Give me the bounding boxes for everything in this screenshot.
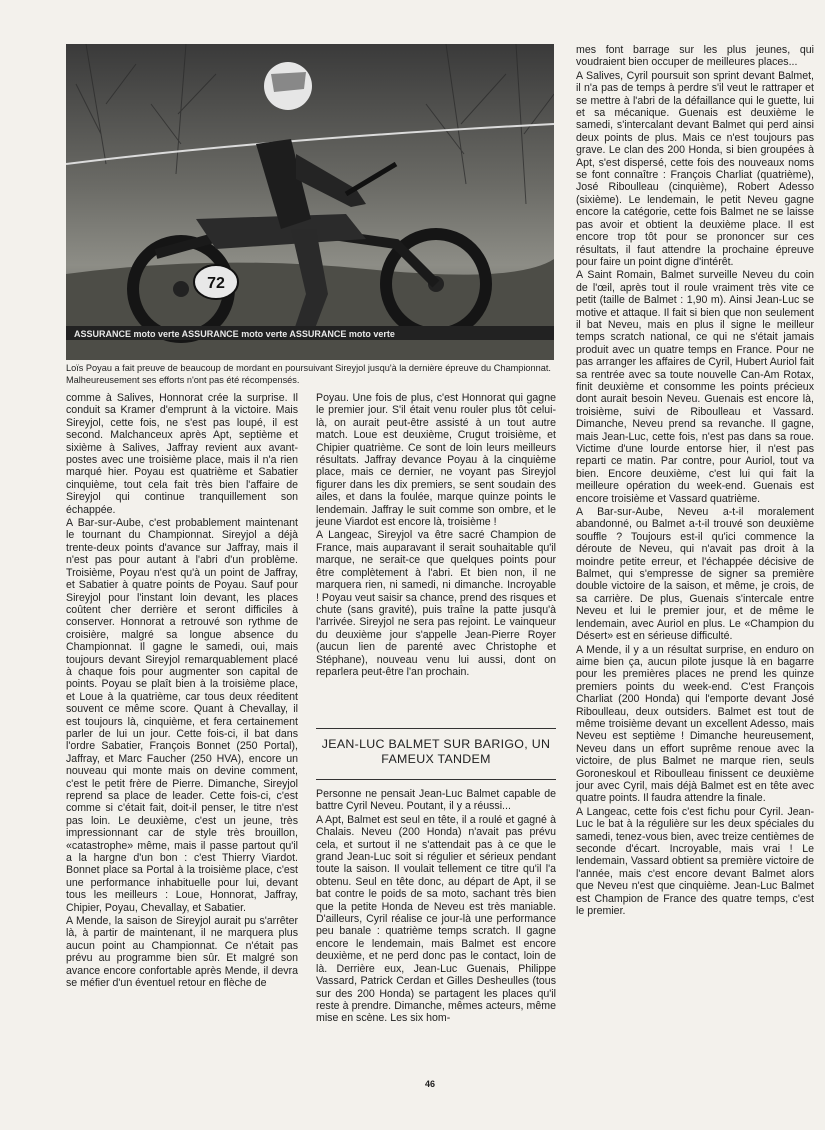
article-column-3: [576, 44, 814, 918]
sponsor-banner-text: ASSURANCE moto verte ASSURANCE moto verte ASSURANCE moto verte: [74, 329, 395, 339]
paragraph: A Mende, il y a un résultat surprise, en enduro on aime bien ça, aucun pilote jusque là en bagarre pour les premières places ne prend les quinze premiers points du week-end. C'est François Charliat (200 Honda) qui l'emporte devant José Riboulleau, deux outsiders. Balmet est tout de même troisième devant un excellent Adesso, mais Neveu est septième ! Dimanche heureusement, Neveu dans un effort suprême renoue avec la victoire, de plus Balmet ne marque rien, seuls Goroneskoul et Riboulleau finissent ce deuxième jour avec Cyril, mais déjà Balmet est en tête avec quatre points. Il faudra attendre la finale.: [576, 643, 814, 805]
section-headline: JEAN-LUC BALMET SUR BARIGO, UN FAMEUX TANDEM: [321, 737, 551, 766]
paragraph: A Bar-sur-Aube, c'est probablement maintenant le tournant du Championnat. Sireyjol a déjà trente-deux points d'avance sur Jaffray, mais il n'est pas pour autant à l'abri d'un problème. Troisième, Poyau n'est qu'à un point de Jaffray, et Sabatier à quatre points de Poyau. Sauf pour Sireyjol pour l'instant loin devant, les places coûtent cher derrière et seront difficiles à conserver. Honnorat a retrouvé son rythme de croisière, malgré sa longue absence du Championnat. Il gagne le samedi, oui, mais toujours devant Sireyjol remarquablement placé à chaque fois pour augmenter son capital de points. Poyau se plaît bien à la troisième place, et Loue à la quatrième, car tous deux réeditent souvent ce même score. Quant à Chevallay, il est toujours là, cinquième, et fera certainement parler de lui un jour. Cette fois-ci, il bat dans l'ordre Sabatier, François Bonnet (250 Portal), Jaffray, et Marc Faucher (250 HVA), encore un nouveau qui monte mais on devine comment, c'est le petit frère de Pierre. Dimanche, Sireyjol reprend sa place de leader. Cette fois-ci, c'est comme si c'était fait, doit-il penser, le titre n'est pas loin. Le deuxième, c'est un jeune, très impressionnant car de style très brouillon, «catastrophe» même, mais il passe partout qu'il a la hargne d'un bon : c'est Thierry Viardot. Bonnet place sa Portal à la troisième place, c'est une performance inhabituelle pour lui, devant tous les meilleurs : Loue, Honnorat, Jaffray, Chipier, Poyau, Chevallay, et Sabatier.: [66, 517, 298, 914]
article-column-1: [66, 392, 298, 991]
paragraph: Personne ne pensait Jean-Luc Balmet capable de battre Cyril Neveu. Poutant, il y a réussi...: [316, 788, 556, 813]
rider-photo: [66, 44, 554, 360]
paragraph: A Salives, Cyril poursuit son sprint devant Balmet, il n'a pas de temps à perdre s'il veut le rattraper et se mettre à l'abri de la défaillance qui le guette, lui et sa mécanique. Guenais est deuxième le samedi, s'intercalant devant Balmet qui perd ainsi deux points de plus. Mais ce n'est toujours pas grave. Le clan des 200 Honda, si bien groupées à Apt, s'est dispersé, cette fois des nouveaux noms se font connaître : François Charliat (quatrième), José Riboulleau (cinquième), Robert Adesso (sixième). Le lendemain, le petit Neveu gagne encore la catégorie, cette fois Balmet ne se laisse pas avoir et obtient la deuxième place. Il est encore trop tôt pour se prononcer sur ces résultats, il faut attendre la prochaine épreuve pour faire un point digne d'intérêt.: [576, 69, 814, 268]
paragraph: A Mende, la saison de Sireyjol aurait pu s'arrêter là, à partir de maintenant, il ne marquera plus aucun point au Championnat. Ce n'était pas prévu au programme bien sûr. Et malgré son avance encore confortable après Mende, il devra se méfier d'un éventuel retour en flèche de: [66, 915, 298, 990]
article-column-2: [316, 392, 556, 679]
paragraph: A Saint Romain, Balmet surveille Neveu du coin de l'œil, après tout il roule vraiment très vite ce petit (taille de Balmet : 1,90 m). Ainsi Jean-Luc se motive et attaque. Il fait si bien que non seulement il bat Neveu, mais en plus il signe le meilleur temps scratch national, ce qui ne s'était jamais produit avec un quatre temps en France. Pour ne pas arranger les affaires de Cyril, Hubert Auriol fait sa rentrée avec sa toute nouvelle Can-Am Rotax, finit deuxième et consomme les points précieux dont aurait besoin Neveu. Guenais est encore là, troisième, suivi de Riboulleau et Vassard. Dimanche, Neveu prend sa revanche. Il gagne, mais Jean-Luc, cette fois, n'est pas dans sa roue. Victime d'une lourde entorse hier, il n'est pas reparti ce matin. Par contre, pour Auriol, tout va bien. Encore deuxième, c'est lui qui fait la meilleure opération du week-end. Guenais est encore troisième et Vassard quatrième.: [576, 269, 814, 505]
race-number-text: 72: [207, 275, 225, 292]
paragraph: A Langeac, Sireyjol va être sacré Champion de France, mais auparavant il serait souhaitable qu'il marque, ne serait-ce que quelques points pour être complètement à l'abri. Et bien non, il ne marquera rien, ni samedi, ni dimanche. Incroyable ! Poyau veut saisir sa chance, prend des risques et chute (sans gravité), puis traîne la patte jusqu'à l'arrivée. Sireyjol ne sera pas rejoint. Le vainqueur du deuxième jour s'appelle Jean-Pierre Royer (aucun lien de parenté avec Christophe et Stéphane), nouveau venu lui aussi, dont on reparlera peut-être l'an prochain.: [316, 529, 556, 678]
paragraph: comme à Salives, Honnorat crée la surprise. Il conduit sa Kramer d'emprunt à la victoire. Mais Sireyjol, cette fois, ne s'est pas loupé, il est second. Malchanceux après Apt, septième et sixième à Salives, Jaffray revient aux avant-postes avec une troisième place, mais il n'a rien marqué hier. Poyau est quatrième et Sabatier cinquième, tout cela fait très bien l'affaire de Sireyjol qui continue tranquillement son échappée.: [66, 392, 298, 516]
article-column-2-continued: [316, 788, 556, 1026]
paragraph: A Bar-sur-Aube, Neveu a-t-il moralement abandonné, ou Balmet a-t-il trouvé son deuxième souffle ? Toujours est-il qu'ici commence la déroute de Neveu, qui n'avait pas droit à la moindre petite erreur, et l'échappée décisive de Balmet, qui s'empresse de signer sa première double victoire de la saison, et même, je crois, de sa carrière. De plus, Guenais s'intercale entre Neveu et lui le premier jour, et de même le lendemain, avec Auriol en plus. Le «Champion du Désert» est en sérieuse difficulté.: [576, 506, 814, 643]
paragraph: Poyau. Une fois de plus, c'est Honnorat qui gagne le premier jour. S'il était venu rouler plus tôt celui-là, on aurait peut-être assisté à un tout autre match. Loue est deuxième, Crugut troisième, et Chipier quatrième. Ce sont de loin leurs meilleurs résultats. Jaffray devance Poyau à la cinquième place, mais ce dernier, ne voyant pas Sireyjol figurer dans les dix premiers, se sent soudain des ailes, et dans la foulée, marque quinze points le lendemain. Jaffray le suit comme son ombre, et le jeune Viardot est encore là, troisième !: [316, 392, 556, 529]
motocross-rider-illustration: [66, 44, 554, 360]
photo-caption: Loïs Poyau a fait preuve de beaucoup de mordant en poursuivant Sireyjol jusqu'à la dernière épreuve du Championnat. Malheureusement ses efforts n'ont pas été récompensés.: [66, 363, 551, 385]
page-number: 46: [424, 1079, 435, 1089]
paragraph: A Apt, Balmet est seul en tête, il a roulé et gagné à Chalais. Neveu (200 Honda) n'avait pas prévu cela, et surtout il ne s'attendait pas à ce que le grand Jean-Luc soit si régulier et sérieux pendant toute la saison. Il voulait tellement ce titre qu'il l'a obtenu. Seul en tête donc, au départ de Apt, il se bat contre le poids de sa moto, sachant très bien que la petite Honda de Neveu est très maniable. D'ailleurs, Cyril réalise ce jour-là une performance peu banale : quatrième temps scratch. Il gagne encore le lendemain, mais Balmet est encore deuxième, et ne perd donc pas le contact, loin de là. Derrière eux, Jean-Luc Guenais, Philippe Vassard, Patrick Cerdan et Gilles Desheulles (tous sur des 200 Honda) se partagent les places qu'il reste à prendre. Dimanche, mêmes acteurs, même mise en scène. Les six hom-: [316, 813, 556, 1025]
section-headline-box: [316, 728, 556, 780]
paragraph: A Langeac, cette fois c'est fichu pour Cyril. Jean-Luc le bat à la régulière sur les deux spéciales du samedi, tenez-vous bien, avec treize centièmes de seconde d'écart. Incroyable, mais vrai ! Le lendemain, Vassard obtient sa première victoire de l'année, mais c'est encore devant Balmet alors que Neveu n'est que cinquième. Jean-Luc Balmet est Champion de France des quatre temps, c'est le premier.: [576, 805, 814, 918]
paragraph: mes font barrage sur les plus jeunes, qui voudraient bien occuper de meilleures places...: [576, 44, 814, 69]
